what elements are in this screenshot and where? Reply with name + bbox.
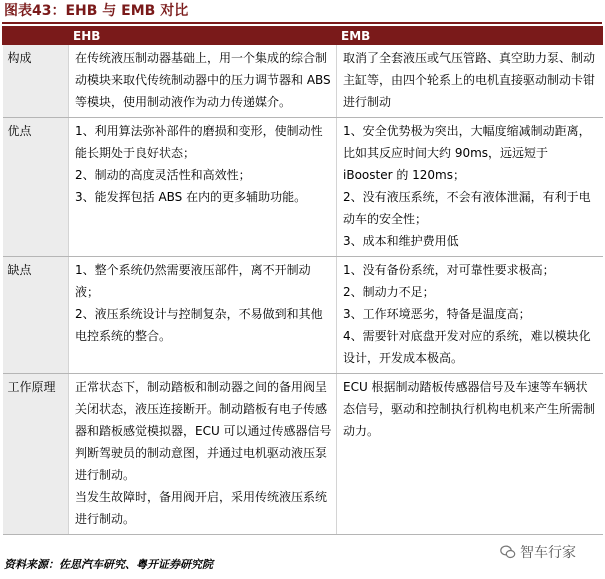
ehb-cell	[69, 118, 337, 257]
ehb-cell-text: 1、利用算法弥补部件的磨损和变形，使制动性能长期处于良好状态；	[75, 124, 323, 160]
row-label: 工作原理	[3, 374, 69, 535]
header-ehb: EHB	[69, 27, 337, 45]
ehb-cell-text: 2、制动的高度灵活性和高效性；	[75, 168, 251, 182]
table-row	[3, 374, 603, 535]
table-row	[3, 45, 603, 118]
emb-cell	[337, 118, 603, 257]
emb-cell-text: 1、没有备份系统，对可靠性要求极高；	[343, 263, 555, 277]
emb-cell	[337, 45, 603, 118]
emb-cell-text: 3、成本和维护费用低	[343, 234, 459, 248]
emb-cell-text: 3、工作环境恶劣，特备是温度高；	[343, 307, 531, 321]
emb-cell-text: 2、制动力不足；	[343, 285, 435, 299]
emb-cell-text: 2、没有液压系统，不会有液体泄漏，有利于电动车的安全性；	[343, 190, 591, 226]
table-body	[3, 45, 603, 535]
comparison-table	[2, 26, 603, 535]
table-header-row	[3, 27, 603, 45]
table-row	[3, 257, 603, 374]
ehb-cell	[69, 374, 337, 535]
emb-cell-text: ECU 根据制动踏板传感器信号及车速等车辆状态信号，驱动和控制执行机构电机来产生所需制动力。	[343, 380, 596, 438]
row-label: 缺点	[3, 257, 69, 374]
ehb-cell-text: 在传统液压制动器基础上，用一个集成的综合制动模块来取代传统制动器中的压力调节器和 ABS 等模块，使用制动液作为动力传递媒介。	[75, 51, 331, 109]
ehb-cell-text: 3、能发挥包括 ABS 在内的更多辅助功能。	[75, 190, 307, 204]
source-note: 资料来源：佐思汽车研究、粤开证券研究院	[4, 558, 213, 571]
wechat-icon	[500, 544, 516, 560]
ehb-cell-text: 当发生故障时，备用阀开启，采用传统液压系统进行制动。	[75, 490, 328, 526]
ehb-cell	[69, 257, 337, 374]
ehb-cell-text: 1、整个系统仍然需要液压部件，离不开制动液；	[75, 263, 311, 299]
ehb-cell-text: 2、液压系统设计与控制复杂，不易做到和其他电控系统的整合。	[75, 307, 323, 343]
emb-cell-text: 4、需要针对底盘开发对应的系统，难以模块化设计，开发成本极高。	[343, 329, 591, 365]
row-label: 构成	[3, 45, 69, 118]
emb-cell-text: 1、安全优势极为突出，大幅度缩减制动距离，比如其反应时间大约 90ms，远远短于 iBooster 的 120ms；	[343, 124, 591, 182]
header-blank	[3, 27, 69, 45]
watermark-text: 智车行家	[520, 545, 576, 561]
row-label: 优点	[3, 118, 69, 257]
emb-cell-text: 取消了全套液压或气压管路、真空助力泵、制动主缸等，由四个轮系上的电机直接驱动制动卡钳进行制动	[343, 51, 596, 109]
ehb-cell-text: 正常状态下，制动踏板和制动器之间的备用阀呈关闭状态，液压连接断开。制动踏板有电子传感器和踏板感觉模拟器，ECU 可以通过传感器信号判断驾驶员的制动意图，并通过电机驱动液压泵进行制动。	[75, 380, 332, 482]
table-row	[3, 118, 603, 257]
figure-title: 图表43：EHB 与 EMB 对比	[4, 3, 189, 19]
emb-cell	[337, 374, 603, 535]
emb-cell	[337, 257, 603, 374]
title-rule	[2, 22, 602, 24]
watermark	[500, 542, 576, 562]
ehb-cell	[69, 45, 337, 118]
header-emb: EMB	[337, 27, 603, 45]
